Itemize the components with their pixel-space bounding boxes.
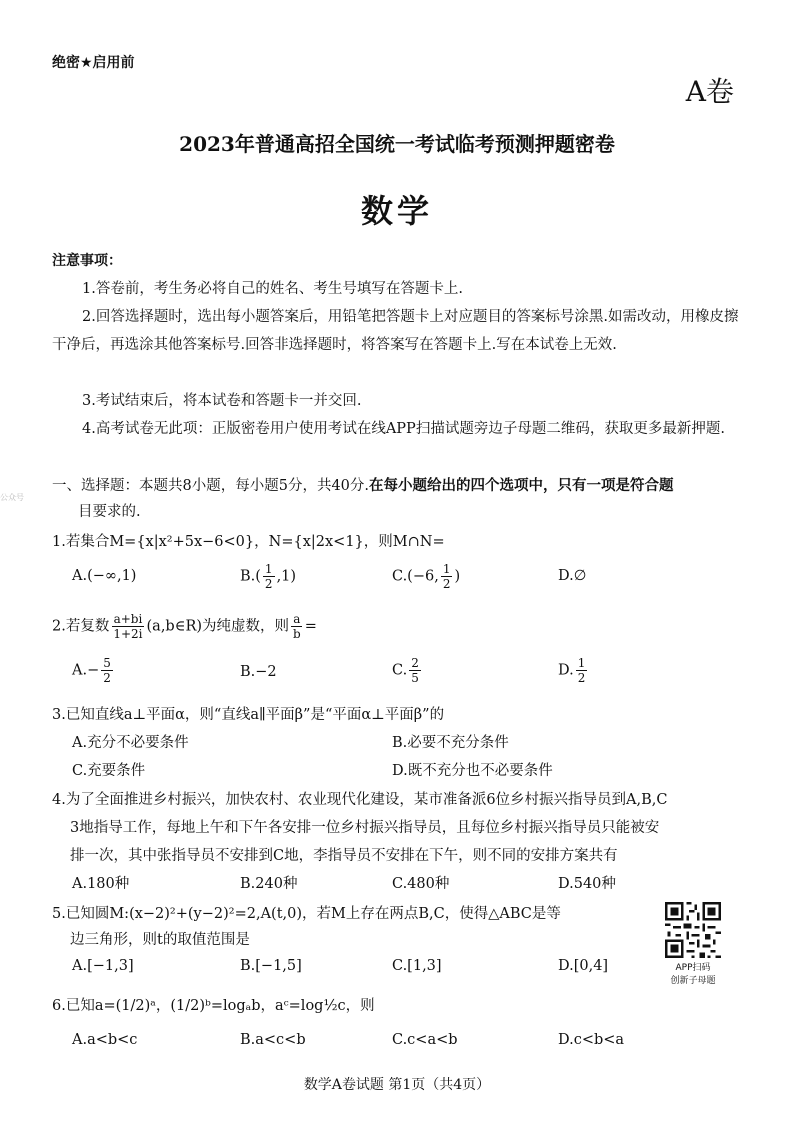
q3-option-a: A.充分不必要条件 <box>72 735 189 751</box>
section-heading-prefix: 一、选择题：本题共8小题，每小题5分，共40分. <box>52 478 370 494</box>
note-item-3: 3.考试结束后，将本试卷和答题卡一并交回. <box>82 393 362 409</box>
q5-line-2: 边三角形，则t的取值范围是 <box>70 932 250 948</box>
q4-line-3: 排一次，其中张指导员不安排到C地，李指导员不安排在下午，则不同的安排方案共有 <box>70 848 618 864</box>
q6-option-b: B.a<c<b <box>240 1032 306 1048</box>
q1-option-a: A.(−∞,1) <box>72 568 137 584</box>
q6-stem: 6.已知a=(1/2)ᵃ，(1/2)ᵇ=logₐb，aᶜ=log½c，则 <box>52 998 375 1014</box>
qr-code-icon[interactable] <box>665 902 721 958</box>
q1-option-b: B.( $\frac{1}{2}$ ,1) <box>240 562 297 591</box>
q4-option-a: A.180种 <box>72 876 130 892</box>
exam-title: 2023年普通高招全国统一考试临考预测押题密卷 <box>179 132 615 156</box>
q3-stem: 3.已知直线a⊥平面α，则“直线a∥平面β”是“平面α⊥平面β”的 <box>52 707 445 723</box>
q5-line-1: 5.已知圆M:(x−2)²+(y−2)²=2,A(t,0)，若M上存在两点B,C，使得△ABC是等 <box>52 906 561 922</box>
qr-caption-line-1: APP扫码 <box>675 963 711 973</box>
q5-option-b: B.[−1,5] <box>240 958 302 974</box>
q3-option-d: D.既不充分也不必要条件 <box>392 763 553 779</box>
section-heading-cont: 目要求的. <box>78 504 141 520</box>
q4-option-b: B.240种 <box>240 876 298 892</box>
page-footer: 数学A卷试题 第1页（共4页） <box>303 1077 491 1093</box>
section-heading <box>52 472 742 500</box>
q2-stem: 2.若复数 $\frac{a+bi}{1+2i}$ (a,b∈R)为纯虚数，则 $\frac{a}{b}$ = <box>52 612 317 641</box>
secret-mark: 绝密★启用前 <box>52 55 135 71</box>
q5-option-c: C.[1,3] <box>392 958 442 974</box>
note-item-1: 1.答卷前，考生务必将自己的姓名、考生号填写在答题卡上. <box>82 281 463 297</box>
q4-option-d: D.540种 <box>558 876 616 892</box>
q5-option-a: A.[−1,3] <box>72 958 134 974</box>
notes-title: 注意事项： <box>52 253 122 269</box>
q2-option-d: D. $\frac{1}{2}$ <box>558 656 586 685</box>
q2-option-b: B.−2 <box>240 664 277 680</box>
q2-option-a: A.− $\frac{5}{2}$ <box>72 656 111 685</box>
q2-option-c: C. $\frac{2}{5}$ <box>392 656 419 685</box>
note-item-2: 2.回答选择题时，选出每小题答案后，用铅笔把答题卡上对应题目的答案标号涂黑.如需改动，用橡皮擦干净后，再选涂其他答案标号.回答非选择题时，将答案写在答题卡上.写在本试卷上无效. <box>52 309 739 353</box>
paper-version: A卷 <box>685 75 734 108</box>
q6-option-a: A.a<b<c <box>72 1032 138 1048</box>
section-heading-bold: 在每小题给出的四个选项中，只有一项是符合题 <box>369 478 674 494</box>
qr-caption-line-2: 创新子母题 <box>670 976 716 986</box>
subject-title: 数学 <box>360 192 433 230</box>
q4-line-2: 3地指导工作，每地上午和下午各安排一位乡村振兴指导员，且每位乡村振兴指导员只能被安 <box>70 820 660 836</box>
side-watermark: 公众号 <box>0 493 24 502</box>
q1-option-d: D.∅ <box>558 568 587 584</box>
q1-stem: 1.若集合M={x|x²+5x−6<0}，N={x|2x<1}，则M∩N= <box>52 534 445 550</box>
q6-option-c: C.c<a<b <box>392 1032 458 1048</box>
q1-option-c: C.(−6, $\frac{1}{2}$ ) <box>392 562 461 591</box>
q6-option-d: D.c<b<a <box>558 1032 625 1048</box>
q3-option-c: C.充要条件 <box>72 763 146 779</box>
q5-option-d: D.[0,4] <box>558 958 609 974</box>
qr-caption <box>648 962 738 988</box>
q3-option-b: B.必要不充分条件 <box>392 735 509 751</box>
note-item-4: 4.高考试卷无此项：正版密卷用户使用考试在线APP扫描试题旁边子母题二维码，获取更多最新押题. <box>82 421 725 437</box>
q4-option-c: C.480种 <box>392 876 450 892</box>
q4-line-1: 4.为了全面推进乡村振兴，加快农村、农业现代化建设，某市准备派6位乡村振兴指导员到A,B,C <box>52 792 668 808</box>
